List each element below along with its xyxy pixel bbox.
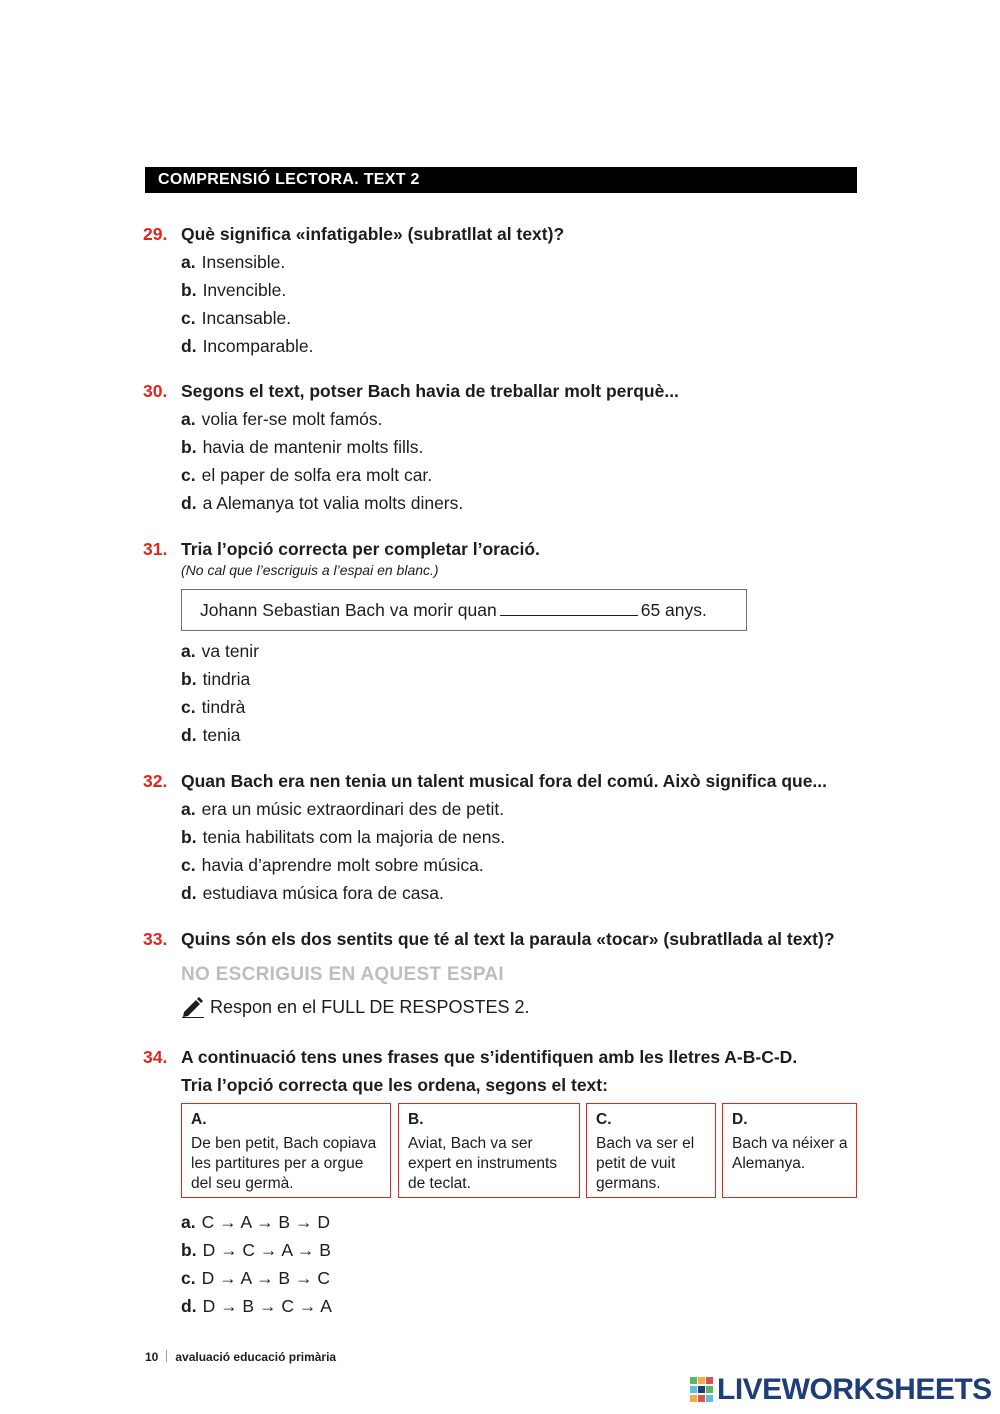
- option-d[interactable]: [181, 721, 863, 749]
- question-text: Segons el text, potser Bach havia de treballar molt perquè...: [181, 381, 679, 401]
- card-letter: B.: [408, 1111, 424, 1128]
- section-title-banner: [145, 167, 857, 193]
- sentence-blank: [500, 599, 638, 616]
- option-a[interactable]: [181, 405, 863, 433]
- option-d[interactable]: [181, 1292, 863, 1320]
- question-30: [143, 377, 863, 517]
- statement-card-b: [398, 1103, 580, 1198]
- question-number: 29.: [143, 224, 168, 244]
- option-letter: d.: [181, 1296, 197, 1316]
- question-number: 32.: [143, 771, 168, 791]
- option-text: havia de mantenir molts fills.: [202, 437, 424, 457]
- option-a[interactable]: [181, 637, 863, 665]
- option-text: el paper de solfa era molt car.: [201, 465, 433, 485]
- question-subtitle: (No cal que l’escriguis a l’espai en blanc.): [181, 562, 439, 578]
- option-letter: a.: [181, 252, 196, 272]
- statement-card-c: [586, 1103, 716, 1198]
- question-34-header: [143, 1043, 863, 1071]
- card-text: Bach va néixer a Alemanya.: [732, 1135, 848, 1172]
- option-text: tindrà: [201, 697, 246, 717]
- option-text: Invencible.: [202, 280, 287, 300]
- question-text: Quan Bach era nen tenia un talent musical fora del comú. Això significa que...: [181, 771, 828, 791]
- options-list: [143, 637, 863, 749]
- question-29-header: [143, 220, 863, 248]
- question-32-header: [143, 767, 863, 795]
- options-list: [143, 405, 863, 517]
- option-letter: a.: [181, 799, 196, 819]
- statement-card-d: [722, 1103, 857, 1198]
- option-a[interactable]: [181, 795, 863, 823]
- liveworksheets-logo-icon: [690, 1377, 714, 1403]
- option-text: Insensible.: [201, 252, 286, 272]
- option-c[interactable]: [181, 461, 863, 489]
- option-letter: a.: [181, 641, 196, 661]
- option-c[interactable]: [181, 304, 863, 332]
- no-write-warning: NO ESCRIGUIS EN AQUEST ESPAI: [181, 964, 505, 985]
- option-b[interactable]: [181, 665, 863, 693]
- option-text: tenia: [202, 725, 241, 745]
- options-list: [143, 1208, 863, 1320]
- option-d[interactable]: [181, 332, 863, 360]
- options-list: [143, 795, 863, 907]
- question-34: [143, 1043, 863, 1099]
- option-letter: c.: [181, 855, 196, 875]
- sentence-end: 65 anys.: [640, 600, 707, 620]
- card-text: Aviat, Bach va ser expert en instruments de teclat.: [408, 1135, 558, 1192]
- question-32: [143, 767, 863, 907]
- question-number: 30.: [143, 381, 168, 401]
- option-text: va tenir: [201, 641, 259, 661]
- option-letter: d.: [181, 493, 197, 513]
- option-text: tenia habilitats com la majoria de nens.: [202, 827, 506, 847]
- question-text-line-1: A continuació tens unes frases que s’identifiquen amb les lletres A-B-C-D.: [181, 1047, 798, 1067]
- option-b[interactable]: [181, 1236, 863, 1264]
- question-33-header: [143, 925, 863, 953]
- option-c[interactable]: [181, 693, 863, 721]
- option-letter: a.: [181, 1212, 196, 1232]
- sentence-start: Johann Sebastian Bach va morir quan: [200, 600, 497, 620]
- respond-text: Respon en el FULL DE RESPOSTES 2.: [210, 997, 530, 1017]
- option-letter: b.: [181, 280, 197, 300]
- question-text: Quins són els dos sentits que té al text la paraula «tocar» (subratllada al text)?: [181, 929, 835, 949]
- question-number: 33.: [143, 929, 168, 949]
- option-letter: a.: [181, 409, 196, 429]
- option-letter: b.: [181, 669, 197, 689]
- option-b[interactable]: [181, 276, 863, 304]
- question-30-header: [143, 377, 863, 405]
- option-text: estudiava música fora de casa.: [202, 883, 444, 903]
- option-text: D → C → A → B: [202, 1240, 331, 1260]
- footer-text: avaluació educació primària: [175, 1350, 337, 1364]
- option-d[interactable]: [181, 879, 863, 907]
- option-letter: d.: [181, 336, 197, 356]
- option-text: volia fer-se molt famós.: [201, 409, 383, 429]
- question-31: [143, 535, 863, 749]
- question-33: [143, 925, 863, 1019]
- option-letter: d.: [181, 883, 197, 903]
- option-a[interactable]: [181, 1208, 863, 1236]
- option-text: C → A → B → D: [201, 1212, 330, 1232]
- question-31-header: [143, 535, 863, 563]
- question-29: [143, 220, 863, 360]
- option-letter: b.: [181, 437, 197, 457]
- statement-cards: [181, 1103, 857, 1198]
- option-text: D → B → C → A: [202, 1296, 332, 1316]
- page-footer: [145, 1350, 336, 1364]
- options-list: [143, 248, 863, 360]
- pencil-icon: [181, 996, 205, 1018]
- question-number: 34.: [143, 1047, 168, 1067]
- brand-name: LIVEWORKSHEETS: [717, 1373, 992, 1406]
- option-letter: c.: [181, 1268, 196, 1288]
- option-text: havia d’aprendre molt sobre música.: [201, 855, 484, 875]
- option-text: era un músic extraordinari des de petit.: [201, 799, 505, 819]
- statement-card-a: [181, 1103, 391, 1198]
- option-letter: c.: [181, 465, 196, 485]
- card-letter: D.: [732, 1111, 748, 1128]
- card-letter: A.: [191, 1111, 207, 1128]
- option-text: Incomparable.: [202, 336, 314, 356]
- card-letter: C.: [596, 1111, 612, 1128]
- option-letter: c.: [181, 697, 196, 717]
- option-b[interactable]: [181, 433, 863, 461]
- card-text: De ben petit, Bach copiava les partitures per a orgue del seu germà.: [191, 1135, 377, 1192]
- question-number: 31.: [143, 539, 168, 559]
- sentence-box: [181, 589, 747, 631]
- option-text: Incansable.: [201, 308, 292, 328]
- question-text: Què significa «infatigable» (subratllat al text)?: [181, 224, 565, 244]
- card-text: Bach va ser el petit de vuit germans.: [596, 1135, 695, 1192]
- option-text: tindria: [202, 669, 251, 689]
- footer-divider: [166, 1350, 167, 1362]
- section-title: COMPRENSIÓ LECTORA. TEXT 2: [158, 171, 420, 188]
- question-text: Tria l’opció correcta per completar l’oració.: [181, 539, 540, 559]
- liveworksheets-brand[interactable]: [690, 1373, 992, 1407]
- question-34-options: [143, 1208, 863, 1320]
- option-letter: b.: [181, 827, 197, 847]
- option-b[interactable]: [181, 823, 863, 851]
- question-34-header-line2: [143, 1071, 863, 1099]
- page-number: 10: [145, 1350, 159, 1364]
- option-letter: b.: [181, 1240, 197, 1260]
- question-text-line-2: Tria l’opció correcta que les ordena, segons el text:: [181, 1075, 608, 1095]
- option-c[interactable]: [181, 1264, 863, 1292]
- option-text: a Alemanya tot valia molts diners.: [202, 493, 464, 513]
- respond-instruction: [143, 995, 863, 1019]
- option-letter: c.: [181, 308, 196, 328]
- option-a[interactable]: [181, 248, 863, 276]
- option-text: D → A → B → C: [201, 1268, 330, 1288]
- option-c[interactable]: [181, 851, 863, 879]
- option-letter: d.: [181, 725, 197, 745]
- option-d[interactable]: [181, 489, 863, 517]
